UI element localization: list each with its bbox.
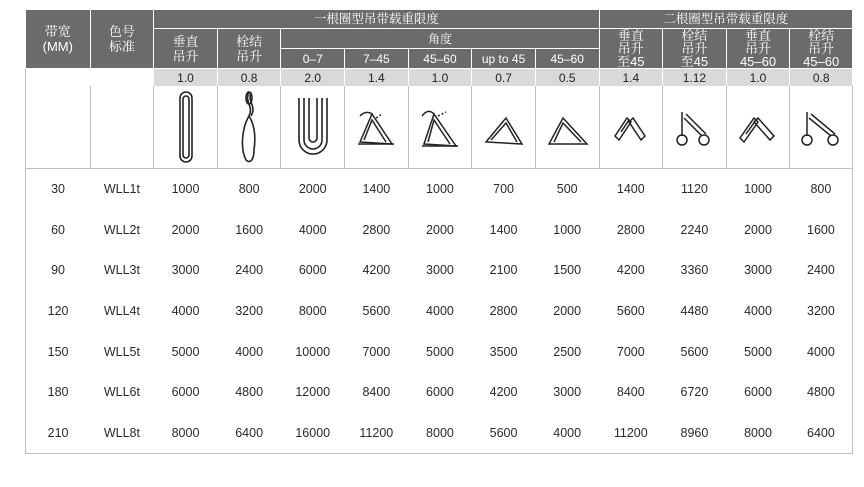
load-value-cell: 4200 [362,263,391,278]
row-code-cell: WLL4t [103,304,140,319]
data-rows [26,169,853,454]
pictogram-blank [26,86,91,169]
pictogram-row [26,86,853,169]
load-value-cell: 2000 [171,222,200,237]
load-value-cell: 11200 [599,413,663,454]
header-double-sling-group: 二根圈型吊带载重限度 [599,10,853,29]
load-value-cell: 8960 [663,413,727,454]
factor-cell: 1.0 [408,69,472,87]
basket-angle-wide-icon [408,86,472,169]
load-value-cell: 1400 [616,182,645,197]
header-single-sling-group: 一根圈型吊带载重限度 [154,10,599,29]
load-value-cell: 700 [493,182,514,197]
load-value-cell: 3200 [790,291,853,332]
load-value-cell: 2800 [362,222,391,237]
load-value-cell: 2240 [680,222,709,237]
load-value-cell: 4000 [744,304,772,319]
load-value-cell: 1400 [362,182,391,197]
load-value-cell: 2000 [298,182,327,197]
load-value-cell: 8400 [362,385,391,400]
load-value-cell: 6720 [680,385,709,400]
table-row [26,169,853,210]
load-value-cell: 3360 [680,263,709,278]
load-value-cell: 800 [790,169,853,210]
row-code-cell: WLL8t [90,413,154,454]
load-value-cell: 2000 [426,222,454,237]
double-vertical-wide-icon [726,86,790,169]
load-value-cell: 4000 [171,304,200,319]
header-double-vertical-45: 垂直 吊升 至45 [599,29,663,69]
choke-hitch-icon [217,86,281,169]
load-value-cell: 6000 [298,263,327,278]
load-value-cell: 8000 [154,413,218,454]
load-value-cell: 4000 [426,304,454,319]
factor-row [26,69,853,87]
load-value-cell: 10000 [295,344,331,359]
load-value-cell: 6000 [744,385,772,400]
load-value-cell: 12000 [295,385,331,400]
load-value-cell: 8400 [616,385,645,400]
table-row [26,210,853,251]
row-width-cell: 210 [26,413,91,454]
header-color-code: 色号 标准 [90,10,154,69]
header-double-choke-45: 栓结 吊升 至45 [663,29,727,69]
double-choke-icon [663,86,727,169]
load-value-cell: 5600 [472,413,536,454]
load-value-cell: 7000 [616,344,645,359]
load-value-cell: 2500 [553,344,582,359]
header-angle-range: 45–60 [535,49,599,69]
header-angle-range: 45–60 [408,49,472,69]
load-value-cell: 5000 [426,344,454,359]
load-value-cell: 2400 [235,263,264,278]
header-single-vertical: 垂直 吊升 [154,29,218,69]
triangle-sling-wide-icon [535,86,599,169]
row-code-cell: WLL3t [103,263,140,278]
load-value-cell: 3000 [744,263,772,278]
load-limit-table [25,9,853,454]
factor-cell: 1.4 [345,69,409,87]
triangle-sling-icon [472,86,536,169]
load-value-cell: 5600 [616,304,645,319]
load-value-cell: 1000 [553,222,582,237]
factor-blank [26,69,91,87]
header-double-vertical-45-60: 垂直 吊升 45–60 [726,29,790,69]
load-value-cell: 3000 [426,263,454,278]
load-value-cell: 5000 [171,344,200,359]
load-value-cell: 3000 [171,263,200,278]
row-width-cell: 90 [26,250,91,291]
load-value-cell: 4800 [790,372,853,413]
load-value-cell: 1600 [790,210,853,251]
table-row [26,331,853,372]
row-width-cell: 30 [26,169,91,210]
load-value-cell: 7000 [362,344,391,359]
load-value-cell: 8000 [726,413,790,454]
table-row [26,413,853,454]
load-value-cell: 8000 [298,304,327,319]
factor-cell: 1.12 [663,69,727,87]
double-vertical-icon [599,86,663,169]
row-code-cell: WLL6t [103,385,140,400]
load-value-cell: 4200 [489,385,518,400]
load-value-cell: 4000 [235,344,264,359]
table-row [26,291,853,332]
table-row [26,372,853,413]
load-value-cell: 800 [238,182,260,197]
load-value-cell: 3000 [553,385,582,400]
header-angle-range: up to 45 [472,49,536,69]
load-value-cell: 4000 [790,331,853,372]
load-value-cell: 4800 [235,385,264,400]
load-value-cell: 1000 [426,182,454,197]
factor-cell: 0.8 [790,69,853,87]
factor-cell: 2.0 [281,69,345,87]
load-value-cell: 3500 [489,344,518,359]
load-value-cell: 500 [556,182,578,197]
header-angle-range: 0–7 [281,49,345,69]
row-width-cell: 150 [26,331,91,372]
load-value-cell: 4200 [616,263,645,278]
load-value-cell: 1000 [744,182,772,197]
factor-cell: 0.7 [472,69,536,87]
header-double-choke-45-60: 栓结 吊升 45–60 [790,29,853,69]
load-limit-table-wrapper [25,9,853,475]
table-row [26,250,853,291]
load-value-cell: 2000 [744,222,772,237]
load-value-cell: 11200 [345,413,409,454]
factor-blank [90,69,154,87]
load-value-cell: 4000 [535,413,599,454]
load-value-cell: 8000 [408,413,472,454]
load-value-cell: 16000 [281,413,345,454]
load-value-cell: 2800 [489,304,518,319]
row-code-cell: WLL5t [103,344,140,359]
row-code-cell: WLL2t [103,222,140,237]
u-basket-icon [281,86,345,169]
load-value-cell: 6400 [217,413,281,454]
row-width-cell: 180 [26,372,91,413]
load-value-cell: 2400 [790,250,853,291]
factor-cell: 1.4 [599,69,663,87]
factor-cell: 1.0 [726,69,790,87]
header-single-choke: 栓结 吊升 [217,29,281,69]
load-value-cell: 1120 [680,182,708,197]
header-belt-width: 带宽 (MM) [26,10,91,69]
load-value-cell: 2800 [616,222,645,237]
load-value-cell: 5600 [362,304,391,319]
load-value-cell: 6000 [171,385,200,400]
factor-cell: 0.8 [217,69,281,87]
row-width-cell: 120 [26,291,91,332]
load-value-cell: 2100 [489,263,518,278]
basket-angle-icon [345,86,409,169]
load-value-cell: 2000 [553,304,582,319]
load-value-cell: 5600 [680,344,709,359]
load-value-cell: 6000 [426,385,454,400]
header-angle-range: 7–45 [345,49,409,69]
load-value-cell: 6400 [790,413,853,454]
pictogram-blank [90,86,154,169]
factor-cell: 1.0 [154,69,218,87]
row-code-cell: WLL1t [103,182,140,197]
vertical-loop-icon [154,86,218,169]
load-value-cell: 1500 [553,263,582,278]
header-angle: 角度 [281,29,599,49]
double-choke-wide-icon [790,86,853,169]
load-value-cell: 5000 [744,344,772,359]
load-value-cell: 4480 [680,304,709,319]
load-value-cell: 3200 [235,304,264,319]
load-value-cell: 4000 [298,222,327,237]
load-value-cell: 1400 [489,222,518,237]
load-value-cell: 1000 [171,182,200,197]
row-width-cell: 60 [26,210,91,251]
factor-cell: 0.5 [535,69,599,87]
load-value-cell: 1600 [235,222,264,237]
